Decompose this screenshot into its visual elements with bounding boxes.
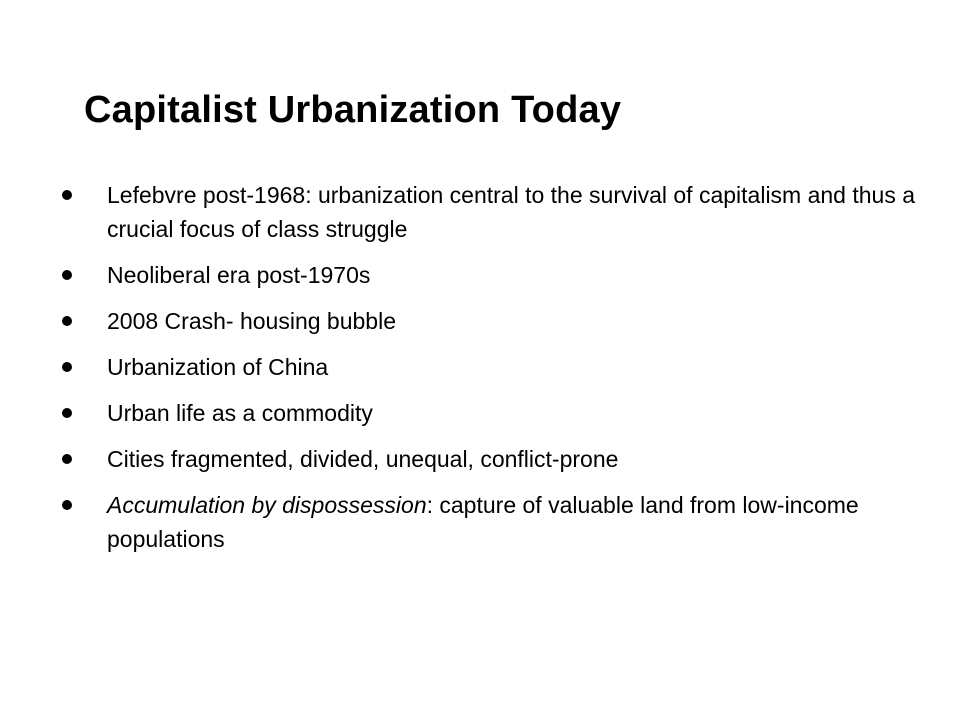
bullet-item [62,258,922,292]
bullet-dot-icon [62,190,72,200]
bullet-emphasis: Accumulation by dispossession [107,492,427,518]
bullet-item [62,442,922,476]
bullet-body: Cities fragmented, divided, unequal, conflict-prone [107,446,619,472]
bullet-text [107,354,328,380]
bullet-dot-icon [62,408,72,418]
bullet-item [62,304,922,338]
bullet-list [62,178,922,568]
bullet-text [107,182,915,242]
bullet-dot-icon [62,500,72,510]
bullet-text [107,308,396,334]
bullet-text [107,262,370,288]
bullet-body: : capture of valuable land from low-income populations [107,492,859,552]
bullet-text [107,400,373,426]
bullet-body: Lefebvre post-1968: urbanization central to the survival of capitalism and thus a crucial focus of class struggle [107,182,916,242]
bullet-body: Urban life as a commodity [107,400,373,426]
bullet-item [62,350,922,384]
bullet-dot-icon [62,270,72,280]
slide-title: Capitalist Urbanization Today [84,89,622,131]
bullet-dot-icon [62,454,72,464]
bullet-dot-icon [62,362,72,372]
bullet-item [62,396,922,430]
bullet-item [62,488,922,556]
bullet-text [107,492,859,552]
bullet-body: 2008 Crash- housing bubble [107,308,396,334]
bullet-item [62,178,922,246]
bullet-text [107,446,618,472]
bullet-dot-icon [62,316,72,326]
bullet-body: Urbanization of China [107,354,329,380]
bullet-body: Neoliberal era post-1970s [107,262,371,288]
